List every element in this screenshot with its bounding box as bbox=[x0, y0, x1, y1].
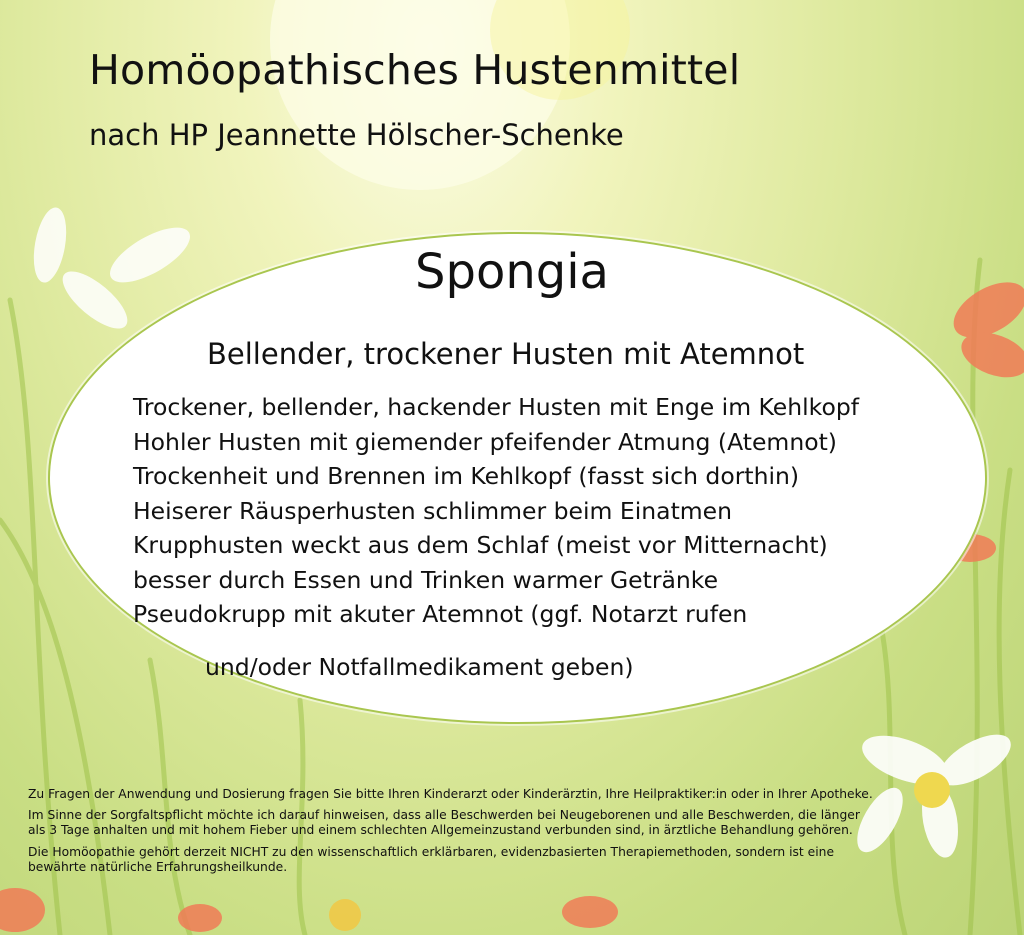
symptom-item: Trockener, bellender, hackender Husten mit Enge im Kehlkopf bbox=[133, 393, 860, 421]
symptom-item: Pseudokrupp mit akuter Atemnot (ggf. Notarzt rufen bbox=[133, 600, 748, 628]
science-note bbox=[28, 845, 1003, 875]
page-title: Homöopathisches Hustenmittel bbox=[89, 46, 741, 94]
symptom-list bbox=[133, 390, 859, 632]
care-note bbox=[28, 808, 1003, 838]
symptom-item: besser durch Essen und Trinken warmer Getränke bbox=[133, 565, 719, 594]
remedy-headline: Bellender, trockener Husten mit Atemnot bbox=[207, 337, 805, 371]
dosage-note: Zu Fragen der Anwendung und Dosierung fragen Sie bitte Ihren Kinderarzt oder Kinderärztin, Ihre Heilpraktiker:in oder in Ihrer Apotheke. bbox=[28, 787, 873, 801]
symptom-item: Hohler Husten mit giemender pfeifender Atmung (Atemnot) bbox=[133, 427, 837, 456]
symptom-continuation: und/oder Notfallmedikament geben) bbox=[205, 653, 634, 681]
disclaimer-notes bbox=[28, 787, 1003, 881]
symptom-item: Heiserer Räusperhusten schlimmer beim Einatmen bbox=[133, 496, 733, 525]
care-note-line: Im Sinne der Sorgfaltspflicht möchte ich darauf hinweisen, dass alle Beschwerden bei Neugeborenen und alle Beschwerden, die länger bbox=[28, 808, 860, 823]
symptom-item: Krupphusten weckt aus dem Schlaf (meist vor Mitternacht) bbox=[133, 531, 828, 559]
remedy-name: Spongia bbox=[415, 244, 609, 300]
care-note-line: als 3 Tage anhalten und mit hohem Fieber und einem schlechten Allgemeinzustand verbunden sind, in ärztliche Behandlung gehören. bbox=[28, 823, 853, 838]
page-subtitle: nach HP Jeannette Hölscher-Schenke bbox=[89, 118, 624, 152]
science-note-line: bewährte natürliche Erfahrungsheilkunde. bbox=[28, 859, 288, 874]
science-note-line: Die Homöopathie gehört derzeit NICHT zu den wissenschaftlich erklärbaren, evidenzbasierten Therapiemethoden, sondern ist eine bbox=[28, 844, 835, 859]
symptom-item: Trockenheit und Brennen im Kehlkopf (fasst sich dorthin) bbox=[133, 462, 800, 490]
